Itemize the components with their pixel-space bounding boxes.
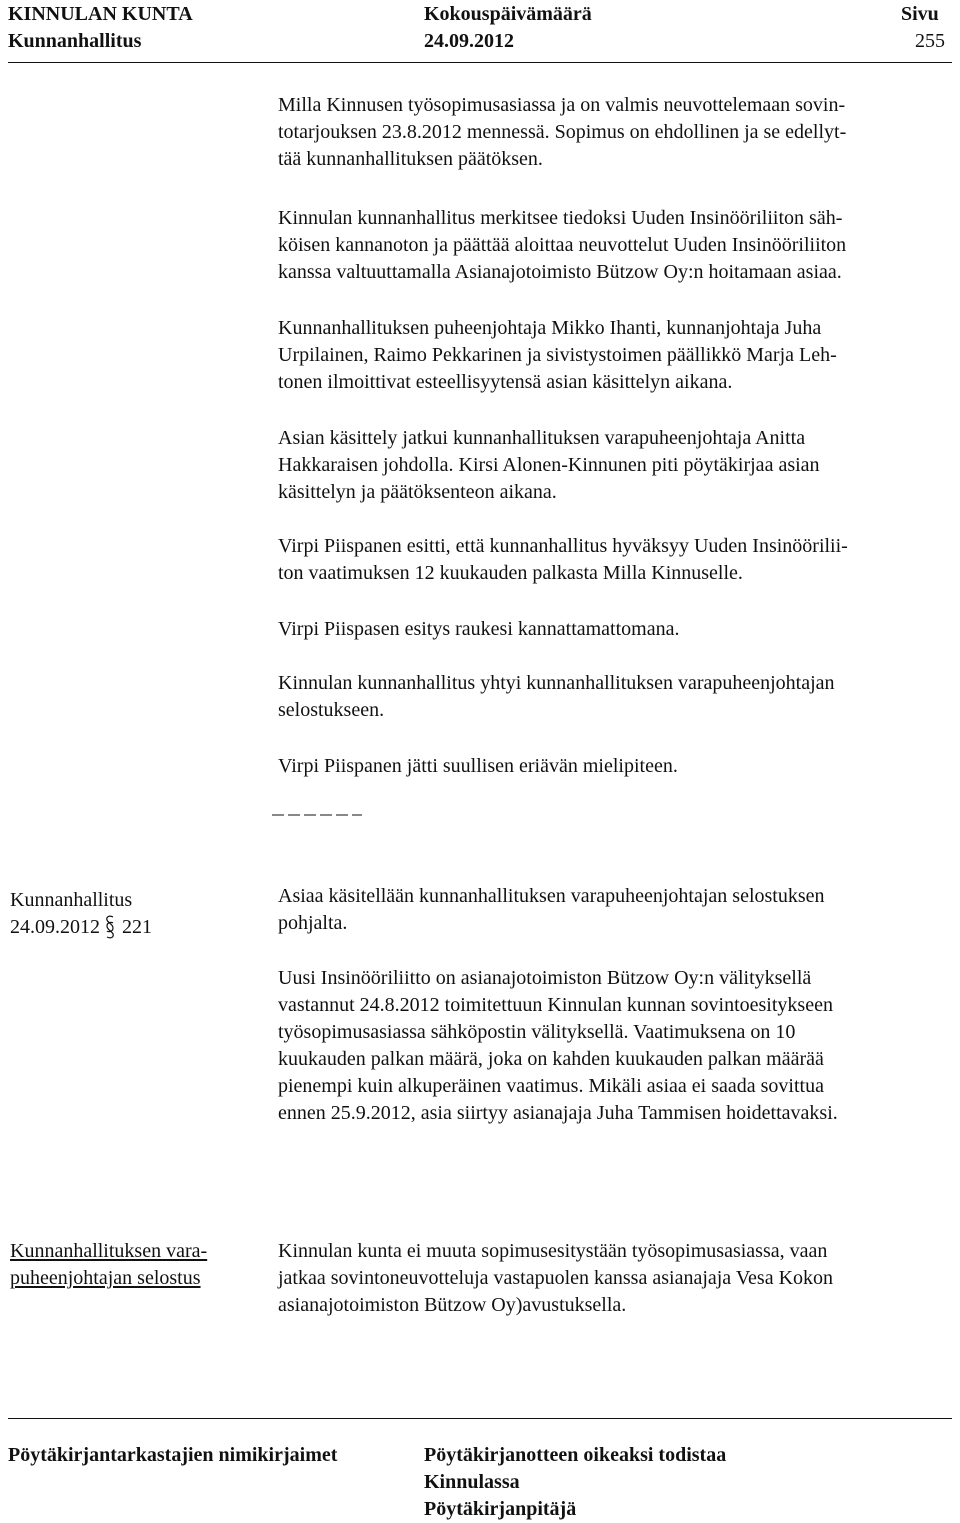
- footer-right: [424, 1442, 726, 1523]
- text-line: tonen ilmoittivat esteellisyytensä asian käsittelyn aikana.: [278, 371, 733, 393]
- text-line: köisen kannanoton ja päättää aloittaa neuvottelut Uuden Insinööriliiton: [278, 234, 847, 256]
- statement-label: [10, 1238, 207, 1292]
- paragraph: [278, 315, 948, 396]
- paragraph: [278, 533, 948, 587]
- text-line: ennen 25.9.2012, asia siirtyy asianajaja Juha Tammisen hoidettavaksi.: [278, 1102, 838, 1124]
- text-line: kanssa valtuuttamalla Asianajotoimisto Bützow Oy:n hoitamaan asiaa.: [278, 261, 842, 283]
- header-rule: [8, 62, 952, 63]
- label-line: puheenjohtajan selostus: [10, 1267, 201, 1289]
- section-date-number: [10, 914, 152, 941]
- paragraph: [278, 425, 948, 506]
- footer-line: Pöytäkirjanotteen oikeaksi todistaa: [424, 1444, 727, 1466]
- text-line: tää kunnanhallituksen päätöksen.: [278, 148, 543, 170]
- text-line: Kinnulan kunta ei muuta sopimusesitystään työsopimusasiassa, vaan: [278, 1240, 828, 1262]
- label-line: Kunnanhallituksen vara-: [10, 1240, 208, 1262]
- section-sign-icon: [104, 915, 116, 939]
- text-line: Milla Kinnusen työsopimusasiassa ja on valmis neuvottelemaan sovin-: [278, 94, 846, 116]
- paragraph: [278, 753, 948, 780]
- body-name: Kunnanhallitus: [8, 30, 142, 52]
- paragraph: [278, 205, 948, 286]
- section-reference: [10, 887, 152, 941]
- page-number: 255: [915, 30, 945, 52]
- section-body: Kunnanhallitus: [10, 889, 133, 911]
- text-line: käsittelyn ja päätöksenteon aikana.: [278, 481, 557, 503]
- footer-line: Pöytäkirjanpitäjä: [424, 1498, 577, 1520]
- paragraph: [278, 92, 948, 173]
- text-line: jatkaa sovintoneuvotteluja vastapuolen kanssa asianajaja Vesa Kokon: [278, 1267, 834, 1289]
- text-line: Hakkaraisen johdolla. Kirsi Alonen-Kinnunen piti pöytäkirjaa asian: [278, 454, 820, 476]
- footer-line: Kinnulassa: [424, 1471, 520, 1493]
- date-label: Kokouspäivämäärä: [424, 3, 592, 25]
- footer-rule: [8, 1418, 952, 1419]
- text-line: Asian käsittely jatkui kunnanhallituksen varapuheenjohtaja Anitta: [278, 427, 806, 449]
- section-number: 221: [122, 916, 152, 938]
- text-line: Kunnanhallituksen puheenjohtaja Mikko Ihanti, kunnanjohtaja Juha: [278, 317, 822, 339]
- text-line: Virpi Piispanen jätti suullisen eriävän mielipiteen.: [278, 755, 678, 777]
- text-line: selostukseen.: [278, 699, 385, 721]
- page-label: Sivu: [901, 3, 939, 25]
- text-line: kuukauden palkan määrä, joka on kahden kuukauden palkan määrää: [278, 1048, 824, 1070]
- footer-left: Pöytäkirjantarkastajien nimikirjaimet: [8, 1444, 338, 1466]
- text-line: asianajotoimiston Bützow Oy)avustuksella.: [278, 1294, 627, 1316]
- text-line: totarjouksen 23.8.2012 mennessä. Sopimus on ehdollinen ja se edellyt-: [278, 121, 847, 143]
- paragraph: [278, 965, 948, 1127]
- text-line: Uusi Insinööriliitto on asianajotoimiston Bützow Oy:n välityksellä: [278, 967, 812, 989]
- text-line: Kinnulan kunnanhallitus yhtyi kunnanhallituksen varapuheenjohtajan: [278, 672, 835, 694]
- text-line: Virpi Piispanen esitti, että kunnanhallitus hyväksyy Uuden Insinöörilii-: [278, 535, 848, 557]
- org-name: KINNULAN KUNTA: [8, 3, 193, 25]
- paragraph: [278, 883, 948, 937]
- text-line: Urpilainen, Raimo Pekkarinen ja sivistystoimen päällikkö Marja Leh-: [278, 344, 837, 366]
- dash-separator: [272, 812, 362, 818]
- paragraph: [278, 670, 948, 724]
- statement-text: [278, 1238, 948, 1319]
- text-line: vastannut 24.8.2012 toimitettuun Kinnulan kunnan sovintoesitykseen: [278, 994, 833, 1016]
- text-line: Asiaa käsitellään kunnanhallituksen varapuheenjohtajan selostuksen: [278, 885, 825, 907]
- text-line: ton vaatimuksen 12 kuukauden palkasta Milla Kinnuselle.: [278, 562, 743, 584]
- text-line: työsopimusasiassa sähköpostin välityksellä. Vaatimuksena on 10: [278, 1021, 796, 1043]
- text-line: pohjalta.: [278, 912, 348, 934]
- text-line: Virpi Piispasen esitys raukesi kannattamattomana.: [278, 618, 680, 640]
- meeting-date: 24.09.2012: [424, 30, 514, 52]
- section-date: 24.09.2012: [10, 916, 100, 938]
- text-line: Kinnulan kunnanhallitus merkitsee tiedoksi Uuden Insinööriliiton säh-: [278, 207, 843, 229]
- text-line: pienempi kuin alkuperäinen vaatimus. Mikäli asiaa ei saada sovittua: [278, 1075, 824, 1097]
- paragraph: [278, 616, 948, 643]
